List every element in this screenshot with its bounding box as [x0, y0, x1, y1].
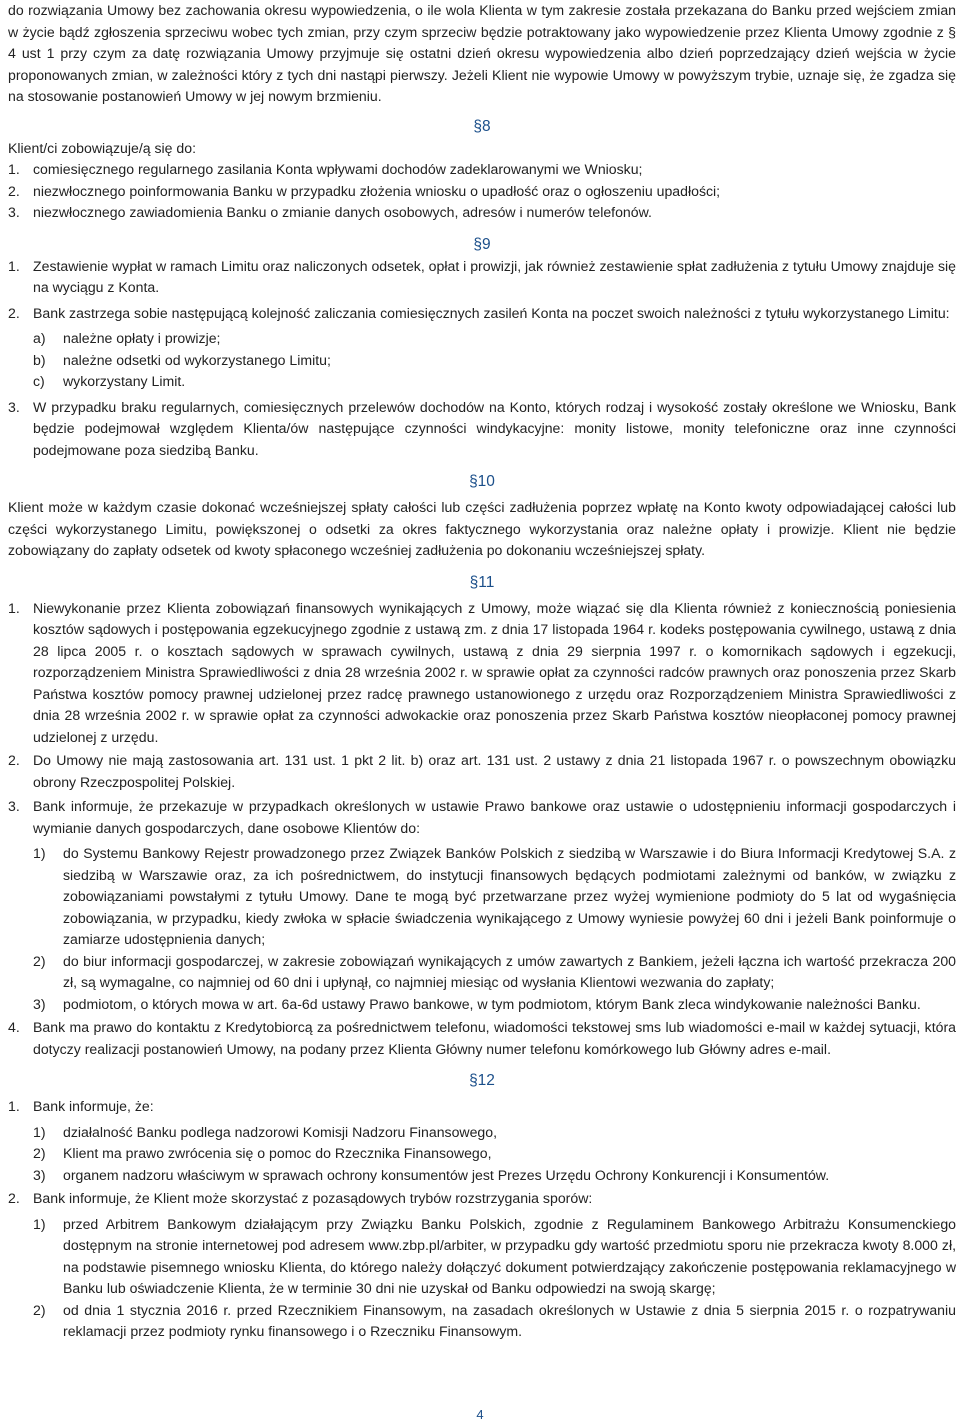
- sub-list-item: a) należne opłaty i prowizje;: [33, 330, 221, 346]
- numbered-list: [8, 598, 956, 1061]
- sub-list-item: 2) Klient ma prawo zwrócenia się o pomoc do Rzecznika Finansowego,: [33, 1145, 492, 1161]
- sub-list: [33, 328, 956, 393]
- sub-list: [33, 843, 956, 1015]
- list-item: 2. Bank zastrzega sobie następującą kolejność zaliczania comiesięcznych zasileń Konta na poczet swoich należności z tytułu wykorzystanego Limitu: a) należne opłaty i prowizje; b) należne odsetki od wykorzystanego Limitu; c) wykorzystany Limit.: [8, 303, 956, 393]
- list-item: 1. Bank informuje, że: 1) działalność Banku podlega nadzorowi Komisji Nadzoru Finansowego, 2) Klient ma prawo zwrócenia się o pomoc do Rzecznika Finansowego, 3) organem nadzoru właściwym w sprawach ochrony konsumentów jest Prezes Urzędu Ochrony Konkurencji i Konsumentów.: [8, 1096, 956, 1186]
- section-heading: §8: [473, 117, 491, 135]
- section-heading: §9: [473, 235, 491, 253]
- section-heading: §11: [469, 573, 495, 591]
- section-8: [8, 116, 956, 224]
- list-item: 1. comiesięcznego regularnego zasilania Konta wpływami dochodów zadeklarowanymi we Wniosku;: [8, 161, 643, 177]
- list-item: 2. Bank informuje, że Klient może skorzystać z pozasądowych trybów rozstrzygania sporów: 1) przed Arbitrem Bankowym działającym przy Związku Banku Polskich, zgodnie z Regulaminem Bankowego Arbitrażu Konsumenckiego dostępnym na stronie internetowej pod adresem www.zbp.pl/arbiter, w przypadku gdy wartość przedmiotu sporu nie przekracza kwoty 8.000 zł, na podstawie pisemnego wniosku Klienta, do którego należy dołączyć dokument potwierdzający zakończenie postępowania reklamacyjnego w Banku lub oświadczenie Klienta, że w terminie 30 dni nie uzyskał od Banku odpowiedzi na swoją skargę; 2) od dnia 1 stycznia 2016 r. przed Rzecznikiem Finansowym, na zasadach określonych w Ustawie z dnia 5 sierpnia 2015 r. o rozpatrywaniu reklamacji przez podmioty rynku finansowego i o Rzeczniku Finansowym.: [8, 1188, 956, 1343]
- sub-list-item: 3) podmiotom, o których mowa w art. 6a-6d ustawy Prawo bankowe, w tym podmiotom, którym Bank zleca windykowanie należności Banku.: [33, 995, 921, 1012]
- sub-list: [33, 1214, 956, 1343]
- list-item: 2. niezwłocznego poinformowania Banku w przypadku złożenia wniosku o upadłość oraz o ogłoszeniu upadłości;: [8, 182, 721, 199]
- sub-list-item: b) należne odsetki od wykorzystanego Limitu;: [33, 351, 331, 368]
- section-heading: §10: [469, 473, 495, 490]
- numbered-list: [8, 256, 956, 462]
- sub-list-item: 2) od dnia 1 stycznia 2016 r. przed Rzecznikiem Finansowym, na zasadach określonych w Ustawie z dnia 5 sierpnia 2015 r. o rozpatrywaniu reklamacji przez podmioty rynku finansowego i o Rzeczniku Finansowym.: [33, 1301, 956, 1339]
- sub-list-item: c) wykorzystany Limit.: [33, 373, 186, 389]
- numbered-list: [8, 159, 956, 224]
- section-paragraph: Klient może w każdym czasie dokonać wcześniejszej spłaty całości lub części zadłużenia poprzez wpłatę na Konto kwoty odpowiadającej całości lub części wykorzystanego Limitu, powiększonej o odsetki za okres faktycznego wykorzystania oraz należne opłaty i prowizje. Klient nie będzie zobowiązany do zapłaty odsetek od kwoty spłaconego wcześniej zadłużenia po dokonaniu wcześniejszej spłaty.: [8, 499, 956, 558]
- sub-list-item: 1) przed Arbitrem Bankowym działającym przy Związku Banku Polskich, zgodnie z Regulaminem Bankowego Arbitrażu Konsumenckiego dostępnym na stronie internetowej pod adresem www.zbp.pl/arbiter, w przypadku gdy wartość przedmiotu sporu nie przekracza kwoty 8.000 zł, na podstawie pisemnego wniosku Klienta, do którego należy dołączyć dokument potwierdzający zakończenie postępowania reklamacyjnego w Banku lub oświadczenie Klienta, że w terminie 30 dni nie uzyskał od Banku odpowiedzi na swoją skargę;: [33, 1215, 956, 1296]
- list-item: 1. Niewykonanie przez Klienta zobowiązań finansowych wynikających z Umowy, może wiązać się dla Klienta również z koniecznością poniesienia kosztów sądowych i postępowania egzekucyjnego zgodnie z ustawą zm. z dnia 17 listopada 1964 r. kodeks postępowania cywilnego, ustawą z dnia 28 lipca 2005 r. o kosztach sądowych w sprawach cywilnych, ustawą z dnia 29 sierpnia 1997 r. o komornikach sądowych i egzekucji, rozporządzeniem Ministra Sprawiedliwości z dnia 28 września 2002 r. w sprawie opłat za czynności radców prawnych oraz ponoszenia przez Skarb Państwa kosztów pomocy prawnej udzielonej przez radcę prawnego ustanowionego z urzędu oraz Rozporządzeniem Ministra Sprawiedliwości z dnia 28 września 2002 r. w sprawie opłat za czynności adwokackie oraz ponoszenia przez Skarb Państwa kosztów nieopłaconej pomocy prawnej udzielonej z urzędu.: [8, 599, 956, 745]
- list-item: 1. Zestawienie wypłat w ramach Limitu oraz naliczonych odsetek, opłat i prowizji, jak również zestawienie spłat zadłużenia z tytułu Umowy znajduje się na wyciągu z Konta.: [8, 257, 956, 295]
- list-item: 4. Bank ma prawo do kontaktu z Kredytobiorcą za pośrednictwem telefonu, wiadomości tekstowej sms lub wiadomości e-mail w każdej sytuacji, która dotyczy realizacji postanowień Umowy, na podany przez Klienta Główny numer telefonu komórkowego lub Główny adres e-mail.: [8, 1019, 956, 1057]
- list-item: 3. Bank informuje, że przekazuje w przypadkach określonych w ustawie Prawo bankowe oraz ustawie o udostępnieniu informacji gospodarczych i wymianie danych gospodarczych, dane osobowe Klientów do: 1) do Systemu Bankowy Rejestr prowadzonego przez Związek Banków Polskich z siedzibą w Warszawie i do Biura Informacji Kredytowej S.A. z siedzibą w Warszawie oraz, za ich pośrednictwem, do instytucji finansowych będących podmiotami zależnymi od banków, w związku z zobowiązaniami powstałymi z tytułu Umowy. Dane te mogą być przetwarzane przez wyżej wymienione podmioty do 5 lat od wygaśnięcia zobowiązania, w przypadku, kiedy zwłoka w spłacie świadczenia wynikającego z Umowy wyniesie powyżej 60 dni i jeżeli Bank poinformuje o zamiarze udostępnienia danych; 2) do biur informacji gospodarczej, w zakresie zobowiązań wynikających z umów zawartych z Bankiem, jeżeli łączna ich wartość przekracza 200 zł, są wymagalne, co najmniej od 60 dni i upłynął, co najmniej miesiąc od wysłania Klientowi wezwania do zapłaty; 3) podmiotom, o których mowa w art. 6a-6d ustawy Prawo bankowe, w tym podmiotom, którym Bank zleca windykowanie należności Banku.: [8, 796, 956, 1015]
- numbered-list: [8, 1096, 956, 1343]
- sub-list: [33, 1122, 956, 1187]
- section-10: [8, 471, 956, 562]
- intro-paragraph: do rozwiązania Umowy bez zachowania okresu wypowiedzenia, o ile wola Klienta w tym zakresie została przekazana do Banku przed wejściem zmian w życie bądź zgłoszenia sprzeciwu wobec tych zmian, przy czym sprzeciw będzie potraktowany jako wypowiedzenie przez Klienta Umowy zgodnie z § 4 ust 1 przy czym za datę rozwiązania Umowy przyjmuje się ostatni dzień okresu wypowiedzenia albo dzień poprzedzający dzień wejścia w życie proponowanych zmian, w zależności który z tych dni nastąpi pierwszy. Jeżeli Klient nie wypowie Umowy w powyższym trybie, uznaje się, że zgadza się na stosowanie postanowień Umowy w jej nowym brzmieniu.: [8, 2, 956, 104]
- section-12: [8, 1070, 956, 1343]
- sub-list-item: 1) działalność Banku podlega nadzorowi Komisji Nadzoru Finansowego,: [33, 1123, 498, 1140]
- section-9: [8, 234, 956, 462]
- section-heading: §12: [469, 1072, 495, 1089]
- sub-list-item: 3) organem nadzoru właściwym w sprawach ochrony konsumentów jest Prezes Urzędu Ochrony Konkurencji i Konsumentów.: [33, 1166, 830, 1183]
- page-number: 4: [476, 1407, 484, 1422]
- list-item: 2. Do Umowy nie mają zastosowania art. 131 ust. 1 pkt 2 lit. b) oraz art. 131 ust. 2 ustawy z dnia 21 listopada 1967 r. o powszechnym obowiązku obrony Rzeczpospolitej Polskiej.: [8, 752, 956, 790]
- sub-list-item: 2) do biur informacji gospodarczej, w zakresie zobowiązań wynikających z umów zawartych z Bankiem, jeżeli łączna ich wartość przekracza 200 zł, są wymagalne, co najmniej od 60 dni i upłynął, co najmniej miesiąc od wysłania Klientowi wezwania do zapłaty;: [33, 952, 956, 990]
- list-item: 3. niezwłocznego zawiadomienia Banku o zmianie danych osobowych, adresów i numerów telefonów.: [8, 204, 652, 220]
- section-lead: Klient/ci zobowiązuje/ą się do:: [8, 139, 197, 156]
- sub-list-item: 1) do Systemu Bankowy Rejestr prowadzonego przez Związek Banków Polskich z siedzibą w Warszawie i do Biura Informacji Kredytowej S.A. z siedzibą w Warszawie oraz, za ich pośrednictwem, do instytucji finansowych będących podmiotami zależnymi od banków, w związku z zobowiązaniami powstałymi z tytułu Umowy. Dane te mogą być przetwarzane przez wyżej wymienione podmioty do 5 lat od wygaśnięcia zobowiązania, w przypadku, kiedy zwłoka w spłacie świadczenia wynikającego z Umowy wyniesie powyżej 60 dni i jeżeli Bank poinformuje o zamiarze udostępnienia danych;: [33, 845, 956, 947]
- section-11: [8, 572, 956, 1061]
- list-item: 3. W przypadku braku regularnych, comiesięcznych przelewów dochodów na Konto, których rodzaj i wysokość zostały określone we Wniosku, Bank będzie podejmował względem Klienta/ów następujące czynności windykacyjne: monity listowe, monity telefoniczne oraz inne czynności podejmowane poza siedzibą Banku.: [8, 398, 956, 458]
